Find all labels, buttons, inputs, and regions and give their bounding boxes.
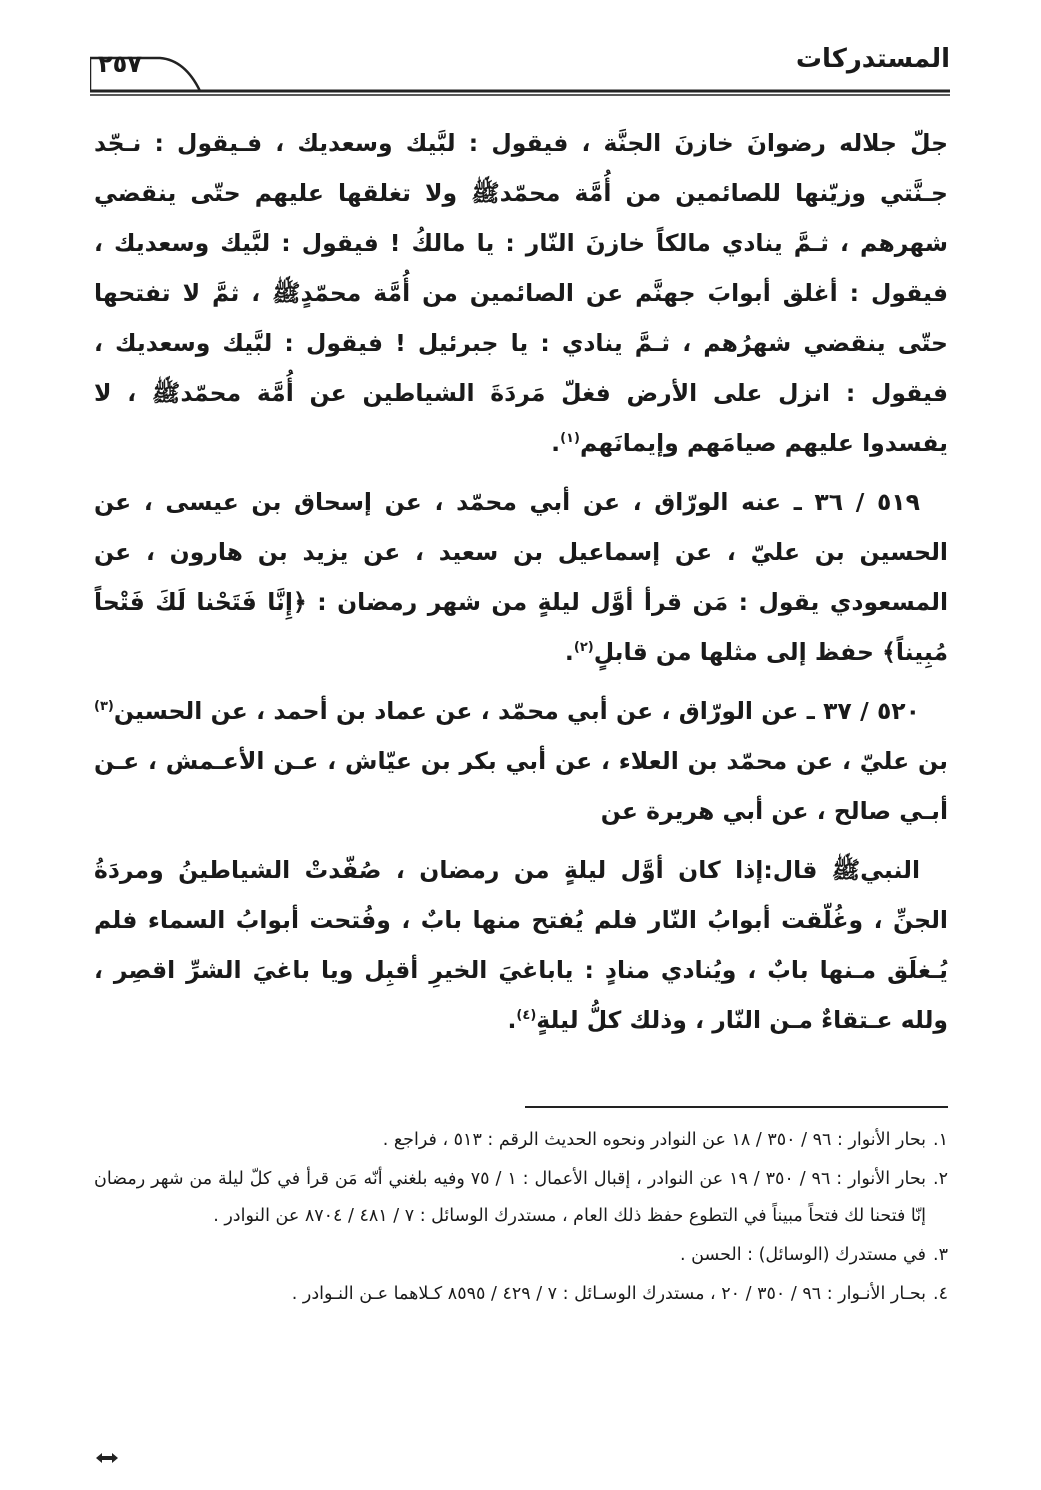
footnotes	[94, 1122, 948, 1315]
paragraph-text: ـ عن الورّاق ، عن أبي محمّد ، عن عماد بن أحمد ، عن الحسين	[113, 697, 815, 725]
punct: .	[507, 1006, 517, 1034]
footnote-text: بحار الأنوار : ٩٦ / ٣٥٠ / ١٩ عن النوادر ، إقبال الأعمال : ١ / ٧٥ وفيه بلغني أنّه مَن قرأ في كلّ ليلة من شهر رمضان إنّا فتحنا لك فتحاً مبيناً في التطوع حفظ ذلك العام ، مستدرك الوسائل : ٧ / ٤٨١ / ٨٧٠٤ عن النوادر .	[94, 1169, 927, 1226]
paragraph-text: حفظ إلى مثلها من قابلٍ	[593, 638, 874, 666]
paragraph-text: ـ عنه الورّاق ، عن أبي محمّد ، عن إسحاق بن عيسى ، عن الحسين بن عليّ ، عن إسماعيل بن سعيد ، عن يزيد بن هارون ، عن المسعودي يقول : مَن قرأ أوَّل ليلةٍ من شهر رمضان :	[94, 488, 948, 616]
page-number: ٢٥٧	[98, 50, 142, 78]
footnote-text: بحـار الأنـوار : ٩٦ / ٣٥٠ / ٢٠ ، مستدرك الوسـائل : ٧ / ٤٢٩ / ٨٥٩٥ كـلاهما عـن النـوادر .	[291, 1284, 926, 1304]
running-title: المستدركات	[795, 44, 950, 74]
footnote-number: ٤.	[933, 1284, 948, 1304]
footnote-ref-4: (٤)	[516, 1008, 537, 1024]
footnote-1	[94, 1122, 948, 1159]
paragraph-1	[94, 118, 948, 468]
paragraph-text: إذا كان أوَّل ليلةٍ من رمضان ، صُفّدتْ الشياطينُ ومردَةُ الجنِّ ، وغُلّقت أبوابُ النّار فلم يُفتح منها بابٌ ، وفُتحت أبوابُ السماء فلم يُـغلَق مـنها بابٌ ، ويُنادي منادٍ : ياباغيَ الخيرِ أقبِل ويا باغيَ الشرِّ اقصِر ، ولله عـتقاءٌ مـن النّار ، وذلك كلُّ ليلةٍ	[94, 856, 948, 1034]
footnote-ref-3: (٣)	[94, 699, 114, 715]
footnote-ref-2: (٢)	[573, 640, 594, 656]
quran-verse: ﴿إِنَّا فَتَحْنا لَكَ فَتْحاً مُبِيناً﴾	[94, 588, 948, 666]
prophet-attribution: النبيﷺ قال:	[763, 856, 920, 884]
footnote-4	[94, 1276, 948, 1313]
footnote-separator	[525, 1106, 948, 1108]
footnote-text: بحار الأنوار : ٩٦ / ٣٥٠ / ١٨ عن النوادر ونحوه الحديث الرقم : ٥١٣ ، فراجع .	[382, 1130, 926, 1150]
footnote-3	[94, 1237, 948, 1274]
narration-number: ٥١٩ / ٣٦	[814, 488, 920, 516]
continuation-ornament-icon	[96, 1452, 118, 1464]
narration-520	[94, 686, 948, 836]
footnote-number: ٣.	[933, 1245, 948, 1265]
footnote-2	[94, 1161, 948, 1235]
footnote-number: ١.	[933, 1130, 948, 1150]
hadith-text	[94, 845, 948, 1045]
page-header	[90, 38, 950, 98]
punct: .	[551, 429, 561, 457]
punct: .	[564, 638, 574, 666]
footnote-number: ٢.	[933, 1169, 948, 1189]
main-text	[94, 118, 948, 1054]
narration-number: ٥٢٠ / ٣٧	[823, 697, 920, 725]
narration-519	[94, 477, 948, 677]
paragraph-text: بن عليّ ، عن محمّد بن العلاء ، عن أبي بكر بن عيّاش ، عـن الأعـمش ، عـن أبـي صالح ، عن أبي هريرة عن	[94, 747, 948, 825]
footnote-ref-1: (١)	[560, 431, 580, 447]
paragraph-text: جلّ جلاله رضوانَ خازنَ الجنَّة ، فيقول : لبَّيك وسعديك ، فـيقول : نـجّد جـنَّتي وزيّنها للصائمين من أُمَّة محمّدﷺ ولا تغلقها عليهم حتّى ينقضي شهرهم ، ثـمَّ ينادي مالكاً خازنَ النّار : يا مالكُ ! فيقول : لبَّيك وسعديك ، فيقول : أغلق أبوابَ جهنَّم عن الصائمين من أُمَّة محمّدٍﷺ ، ثمَّ لا تفتحها حتّى ينقضي شهرُهم ، ثـمَّ ينادي : يا جبرئيل ! فيقول : لبَّيك وسعديك ، فيقول : انزل على الأرض فغلّ مَردَةَ الشياطين عن أُمَّة محمّدﷺ ، لا يفسدوا عليهم صيامَهم وإيمانَهم	[94, 129, 948, 457]
footnote-text: في مستدرك (الوسائل) : الحسن .	[680, 1245, 926, 1265]
